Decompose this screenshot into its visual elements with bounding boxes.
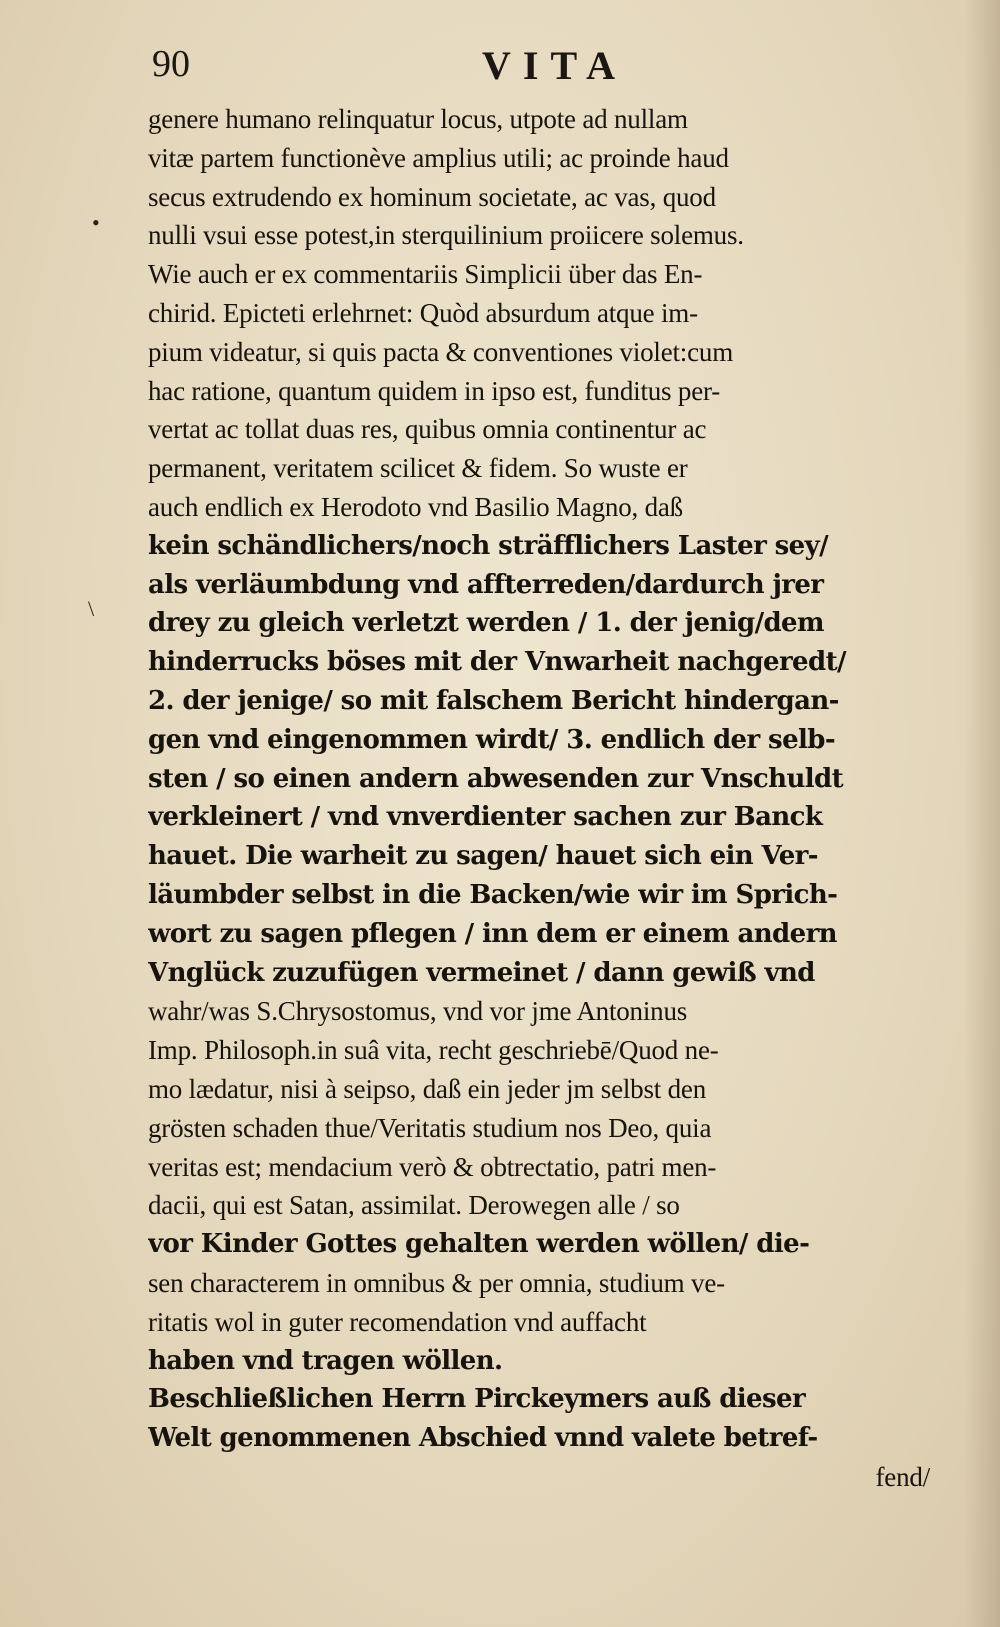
text-line: gen vnd eingenommen wirdt/ 3. endlich der selb- <box>148 724 836 755</box>
page-header <box>152 42 932 92</box>
text-line: hauet. Die warheit zu sagen/ hauet sich ein Ver- <box>148 841 818 872</box>
text-line: 2. der jenige/ so mit falschem Bericht hindergan- <box>148 685 839 716</box>
text-line: ritatis wol in guter recomendation vnd auffacht <box>148 1306 647 1337</box>
text-line: vitæ partem functionève amplius utili; ac proinde haud <box>148 142 729 173</box>
text-line: hinderrucks böses mit der Vnwarheit nachgeredt/ <box>148 647 846 678</box>
text-line: vertat ac tollat duas res, quibus omnia continentur ac <box>148 414 707 445</box>
body-text <box>148 100 938 1497</box>
text-line: auch endlich ex Herodoto vnd Basilio Magno, daß <box>148 491 683 522</box>
running-title: VITA <box>482 43 628 88</box>
margin-stroke: \ <box>88 596 95 621</box>
text-line: wort zu sagen pflegen / inn dem er einem andern <box>148 918 837 949</box>
text-line: nulli vsui esse potest,in sterquilinium proiicere solemus. <box>148 220 744 251</box>
text-line: wahr/was S.Chrysostomus, vnd vor jme Antoninus <box>148 996 688 1027</box>
text-line: als verläumbdung vnd affterreden/dardurch jrer <box>148 569 824 600</box>
text-line: Imp. Philosoph.in suâ vita, recht geschriebē/Quod ne- <box>148 1035 719 1066</box>
text-line: pium videatur, si quis pacta & conventiones violet:cum <box>148 336 733 367</box>
page-gutter-shadow <box>964 0 1000 1627</box>
text-line: veritas est; mendacium verò & obtrectatio, patri men- <box>148 1151 717 1182</box>
text-line: drey zu gleich verletzt werden / 1. der jenig/dem <box>148 608 824 639</box>
text-line: vor Kinder Gottes gehalten werden wöllen/ die- <box>148 1229 810 1260</box>
text-line: dacii, qui est Satan, assimilat. Derowegen alle / so <box>148 1190 680 1221</box>
page-number: 90 <box>152 43 190 85</box>
text-line: grösten schaden thue/Veritatis studium nos Deo, quia <box>148 1112 712 1143</box>
text-line: chirid. Epicteti erlehrnet: Quòd absurdum atque im- <box>148 297 698 328</box>
text-line: Welt genommenen Abschied vnnd valete betref- <box>148 1423 818 1454</box>
text-line: läumbder selbst in die Backen/wie wir im Sprich- <box>148 879 838 910</box>
text-line: mo lædatur, nisi à seipso, daß ein jeder jm selbst den <box>148 1073 707 1104</box>
text-line: genere humano relinquatur locus, utpote ad nullam <box>148 104 688 134</box>
margin-dot: • <box>92 210 100 235</box>
text-line: sten / so einen andern abwesenden zur Vnschuldt <box>148 763 844 794</box>
text-line: secus extrudendo ex hominum societate, ac vas, quod <box>148 181 716 212</box>
text-line: Wie auch er ex commentariis Simplicii über das En- <box>148 259 703 290</box>
text-line: hac ratione, quantum quidem in ipso est, funditus per- <box>148 375 721 406</box>
text-line: verkleinert / vnd vnverdienter sachen zur Banck <box>148 802 823 833</box>
catchword: fend/ <box>875 1461 930 1492</box>
text-line: kein schändlichers/noch sträfflichers Laster sey/ <box>148 530 829 561</box>
text-line: sen characterem in omnibus & per omnia, studium ve- <box>148 1267 725 1298</box>
text-line: Beschließlichen Herrn Pirckeymers auß dieser <box>148 1384 806 1415</box>
text-line: permanent, veritatem scilicet & fidem. So wuste er <box>148 453 688 484</box>
text-line: haben vnd tragen wöllen. <box>148 1345 503 1376</box>
text-line: Vnglück zuzufügen vermeinet / dann gewiß vnd <box>148 957 815 988</box>
